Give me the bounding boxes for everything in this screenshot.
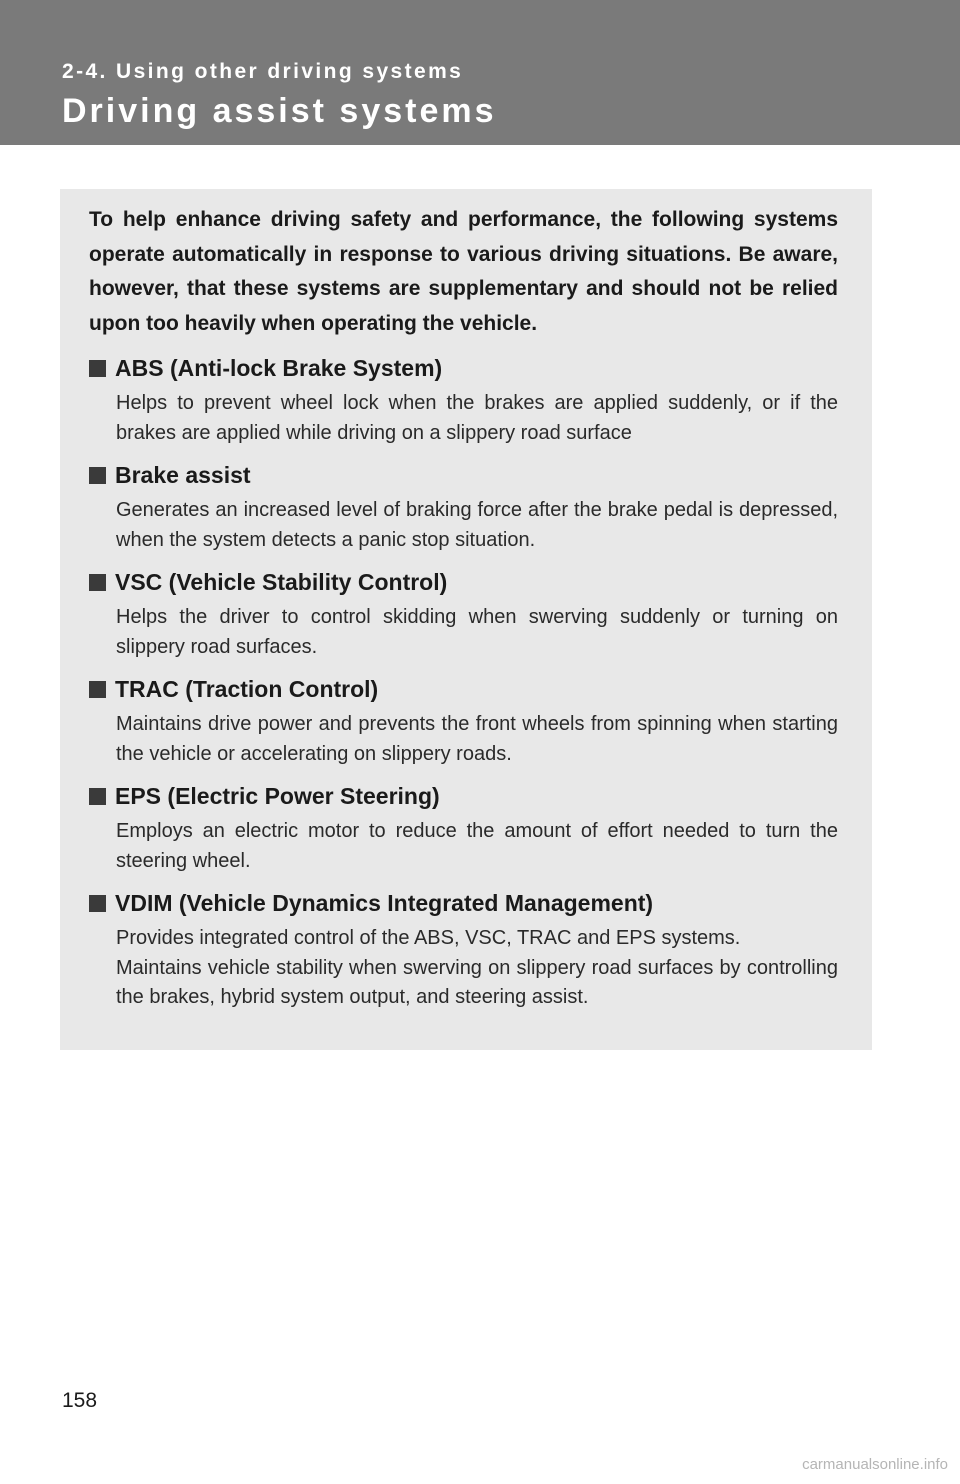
page-header xyxy=(0,0,960,145)
page-title: Driving assist systems xyxy=(62,92,497,130)
feature-description: Generates an increased level of braking force after the brake pedal is depressed, when the system detects a panic stop situation. xyxy=(116,499,838,551)
feature-description: Maintains drive power and prevents the front wheels from spinning when starting the vehicle or accelerating on slippery roads. xyxy=(116,713,838,765)
feature-title-text: ABS (Anti-lock Brake System) xyxy=(115,355,443,381)
feature-description: Provides integrated control of the ABS, VSC, TRAC and EPS systems. xyxy=(116,927,741,949)
feature-title xyxy=(89,353,838,383)
page-number: 158 xyxy=(62,1389,98,1412)
feature-title-text: EPS (Electric Power Steering) xyxy=(115,783,440,809)
feature-title-text: Brake assist xyxy=(115,462,251,488)
feature-eps xyxy=(89,781,838,876)
feature-description: Helps to prevent wheel lock when the brakes are applied suddenly, or if the brakes are applied while driving on a slippery road surface xyxy=(116,392,838,444)
square-bullet-icon xyxy=(89,788,106,805)
feature-title-text: TRAC (Traction Control) xyxy=(115,676,379,702)
content-box xyxy=(60,189,872,1050)
section-label: 2-4. Using other driving systems xyxy=(62,60,464,83)
square-bullet-icon xyxy=(89,681,106,698)
feature-title xyxy=(89,781,838,811)
feature-title-text: VSC (Vehicle Stability Control) xyxy=(115,569,448,595)
feature-abs xyxy=(89,353,838,448)
feature-vsc xyxy=(89,567,838,662)
feature-description: Employs an electric motor to reduce the amount of effort needed to turn the steering wheel. xyxy=(116,820,838,872)
feature-description: Helps the driver to control skidding when swerving suddenly or turning on slippery road surfaces. xyxy=(116,606,838,658)
feature-vdim xyxy=(89,888,838,1013)
feature-brake-assist xyxy=(89,460,838,555)
feature-title xyxy=(89,888,838,918)
feature-title xyxy=(89,460,838,490)
feature-title-text: VDIM (Vehicle Dynamics Integrated Management) xyxy=(115,890,654,916)
intro-paragraph: To help enhance driving safety and performance, the following systems operate automatically in response to various driving situations. Be aware, however, that these systems are supplementary and should not be relied upon too heavily when operating the vehicle. xyxy=(89,208,838,335)
feature-description-continued: Maintains vehicle stability when swerving on slippery road surfaces by controlling the brakes, hybrid system output, and steering assist. xyxy=(116,956,838,1008)
feature-title xyxy=(89,567,838,597)
feature-trac xyxy=(89,674,838,769)
square-bullet-icon xyxy=(89,574,106,591)
square-bullet-icon xyxy=(89,467,106,484)
square-bullet-icon xyxy=(89,360,106,377)
feature-title xyxy=(89,674,838,704)
watermark: carmanualsonline.info xyxy=(802,1456,948,1473)
square-bullet-icon xyxy=(89,895,106,912)
